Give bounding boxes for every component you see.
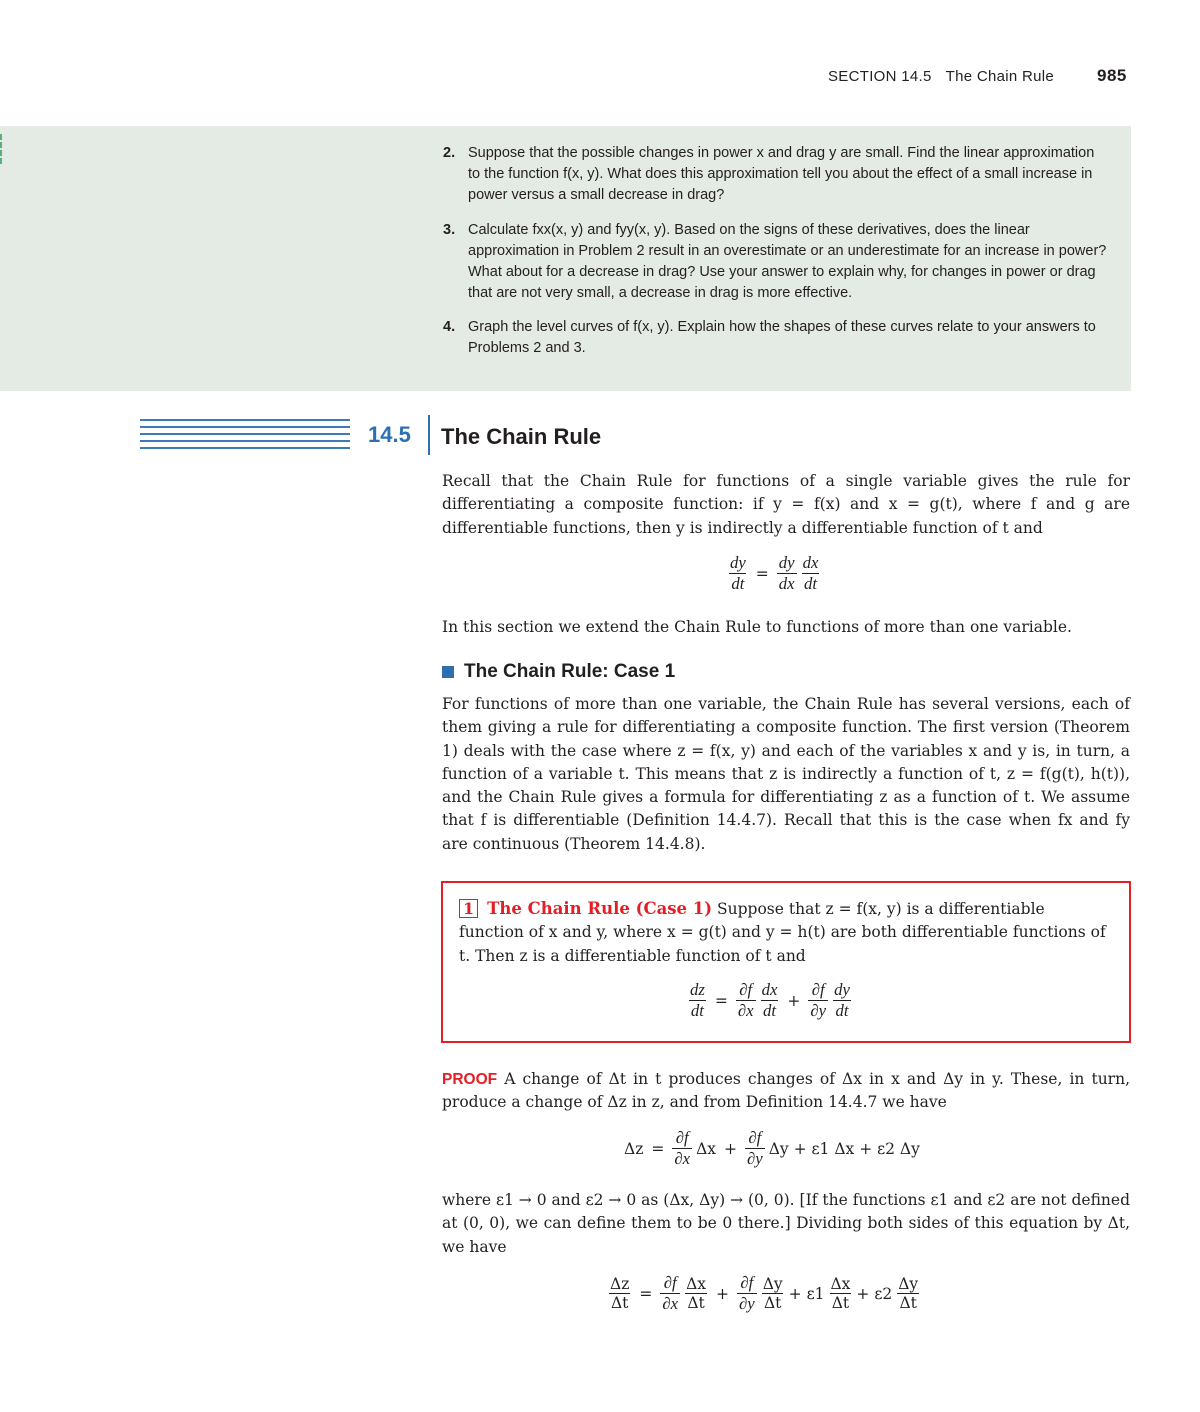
eq2-lhs-den: dt xyxy=(690,1001,704,1020)
section-rule-lines xyxy=(140,419,350,454)
theorem-number-badge: 1 xyxy=(459,899,478,918)
eq3-b-den: ∂y xyxy=(747,1149,763,1168)
eq3-term1: Δx xyxy=(696,1139,717,1158)
case1-heading xyxy=(442,661,675,683)
eq4-equals: = xyxy=(639,1284,653,1303)
eq4-c-num: ∂f xyxy=(740,1273,754,1292)
problem-item xyxy=(443,317,1107,359)
problem-number: 3. xyxy=(443,222,456,238)
eq3-b-num: ∂f xyxy=(748,1128,762,1147)
eq1-r1-den: dx xyxy=(778,574,795,593)
eq1-r1-num: dy xyxy=(778,553,795,572)
eq2-a-den: ∂x xyxy=(737,1001,754,1020)
panel-edge-marker xyxy=(0,134,5,164)
eq2-a-num: ∂f xyxy=(739,980,753,999)
header-section-label: SECTION 14.5 xyxy=(828,68,932,85)
eq3-equals: = xyxy=(651,1139,665,1158)
eq4-e-num: Δx xyxy=(830,1275,851,1293)
header-section-title: The Chain Rule xyxy=(945,68,1055,85)
section-divider xyxy=(428,415,430,455)
proof-paragraph-2: where ε1 → 0 and ε2 → 0 as (Δx, Δy) → (0, 0). [If the functions ε1 and ε2 are not defined at (0, 0), we can define them to be 0 there.] Dividing both sides of this equation by Δt, we have xyxy=(442,1191,1130,1256)
eq4-b-num: Δx xyxy=(686,1275,707,1293)
eq4-c-den: ∂y xyxy=(739,1294,755,1313)
heading-square-icon xyxy=(442,666,454,678)
eq2-d-den: dt xyxy=(835,1001,849,1020)
eq2-b-num: dx xyxy=(761,980,778,999)
problem-number: 4. xyxy=(443,319,456,335)
intro-paragraph: Recall that the Chain Rule for functions of a single variable gives the rule for differentiating a composite function: if y = f(x) and x = g(t), where f and g are differentiable functions, then y is indirectly a differentiable function of t and xyxy=(442,472,1130,537)
eq4-lhs-den: Δt xyxy=(610,1294,629,1312)
theorem-title: The Chain Rule (Case 1) xyxy=(487,899,713,918)
eq4-b-den: Δt xyxy=(687,1294,705,1312)
equation-delta-z xyxy=(624,1128,920,1169)
eq4-a-den: ∂x xyxy=(662,1294,679,1313)
intro-paragraph-2: In this section we extend the Chain Rule to functions of more than one variable. xyxy=(442,618,1072,636)
eq4-lhs-num: Δz xyxy=(610,1275,630,1293)
proof-label: PROOF xyxy=(442,1071,498,1088)
section-title: The Chain Rule xyxy=(441,424,602,449)
proof-paragraph xyxy=(442,1068,1130,1115)
eq2-lhs-num: dz xyxy=(690,980,705,999)
proof-text: A change of Δt in t produces changes of Δx in x and Δy in y. These, in turn, produce a change of Δz in z, and from Definition 14.4.7 we have xyxy=(442,1070,1130,1112)
eq4-eps2: + ε2 xyxy=(856,1284,893,1303)
eq3-term2: Δy + ε1 Δx + ε2 Δy xyxy=(768,1139,920,1158)
eq4-e-den: Δt xyxy=(831,1294,850,1312)
case1-paragraph: For functions of more than one variable, the Chain Rule has several versions, each of them giving a rule for differentiating a composite function. The first version (Theorem 1) deals with the case where z = f(x, y) and each of the variables x and y is, in turn, a function of a variable t. This means that z is indirectly a function of t, z = f(g(t), h(t)), and the Chain Rule gives a formula for differentiating z as a function of t. We assume that f is differentiable (Definition 14.4.7). Recall that this is the case when fx and fy are continuous (Theorem 14.4.8). xyxy=(442,695,1130,853)
eq3-plus: + xyxy=(724,1139,738,1158)
eq2-c-den: ∂y xyxy=(810,1001,827,1020)
eq4-eps1: + ε1 xyxy=(788,1284,825,1303)
section-number: 14.5 xyxy=(368,422,411,447)
eq1-r2-den: dt xyxy=(803,574,817,593)
eq1-lhs-den: dt xyxy=(731,574,745,593)
eq1-lhs-num: dy xyxy=(730,553,746,572)
eq2-plus: + xyxy=(787,991,801,1010)
eq2-c-num: ∂f xyxy=(811,980,825,999)
equation-delta-z-over-delta-t xyxy=(608,1273,920,1314)
eq4-a-num: ∂f xyxy=(663,1273,677,1292)
eq3-a-num: ∂f xyxy=(675,1128,689,1147)
case1-heading-text: The Chain Rule: Case 1 xyxy=(464,661,676,682)
equation-dz-dt xyxy=(688,980,852,1021)
problem-text: Suppose that the possible changes in power x and drag y are small. Find the linear approximation to the function f(x, y). What does this approximation tell you about the effect of a small increase in power versus a small decrease in drag? xyxy=(468,145,1095,203)
eq4-plus: + xyxy=(716,1284,730,1303)
eq3-lhs: Δz xyxy=(624,1139,644,1158)
eq2-equals: = xyxy=(714,991,728,1010)
eq2-d-num: dy xyxy=(834,980,850,999)
theorem-statement xyxy=(459,897,1109,968)
equation-dy-dt xyxy=(728,553,820,594)
problem-number: 2. xyxy=(443,145,456,161)
problem-item xyxy=(443,143,1107,206)
problem-item xyxy=(443,220,1107,304)
eq4-d-num: Δy xyxy=(762,1275,783,1293)
eq3-a-den: ∂x xyxy=(674,1149,691,1168)
running-header xyxy=(828,68,1054,85)
problem-text: Calculate fxx(x, y) and fyy(x, y). Based on the signs of these derivatives, does the linear approximation in Problem 2 result in an overestimate or an underestimate for an increase in power? What about for a decrease in drag? Use your answer to explain why, for changes in power or drag that are not very small, a decrease in drag is more effective. xyxy=(468,222,1107,301)
eq1-equals: = xyxy=(755,564,769,583)
eq1-r2-num: dx xyxy=(802,553,819,572)
theorem-text: Suppose that z = f(x, y) is a differentiable function of x and y, where x = g(t) and y = h(t) are both differentiable functions of t. Then z is a differentiable function of t and xyxy=(459,900,1106,965)
page-number: 985 xyxy=(1097,66,1127,85)
eq4-f-num: Δy xyxy=(898,1275,919,1293)
eq4-f-den: Δt xyxy=(899,1294,917,1312)
eq2-b-den: dt xyxy=(762,1001,776,1020)
problem-text: Graph the level curves of f(x, y). Explain how the shapes of these curves relate to your answers to Problems 2 and 3. xyxy=(468,319,1096,356)
eq4-d-den: Δt xyxy=(763,1294,782,1312)
